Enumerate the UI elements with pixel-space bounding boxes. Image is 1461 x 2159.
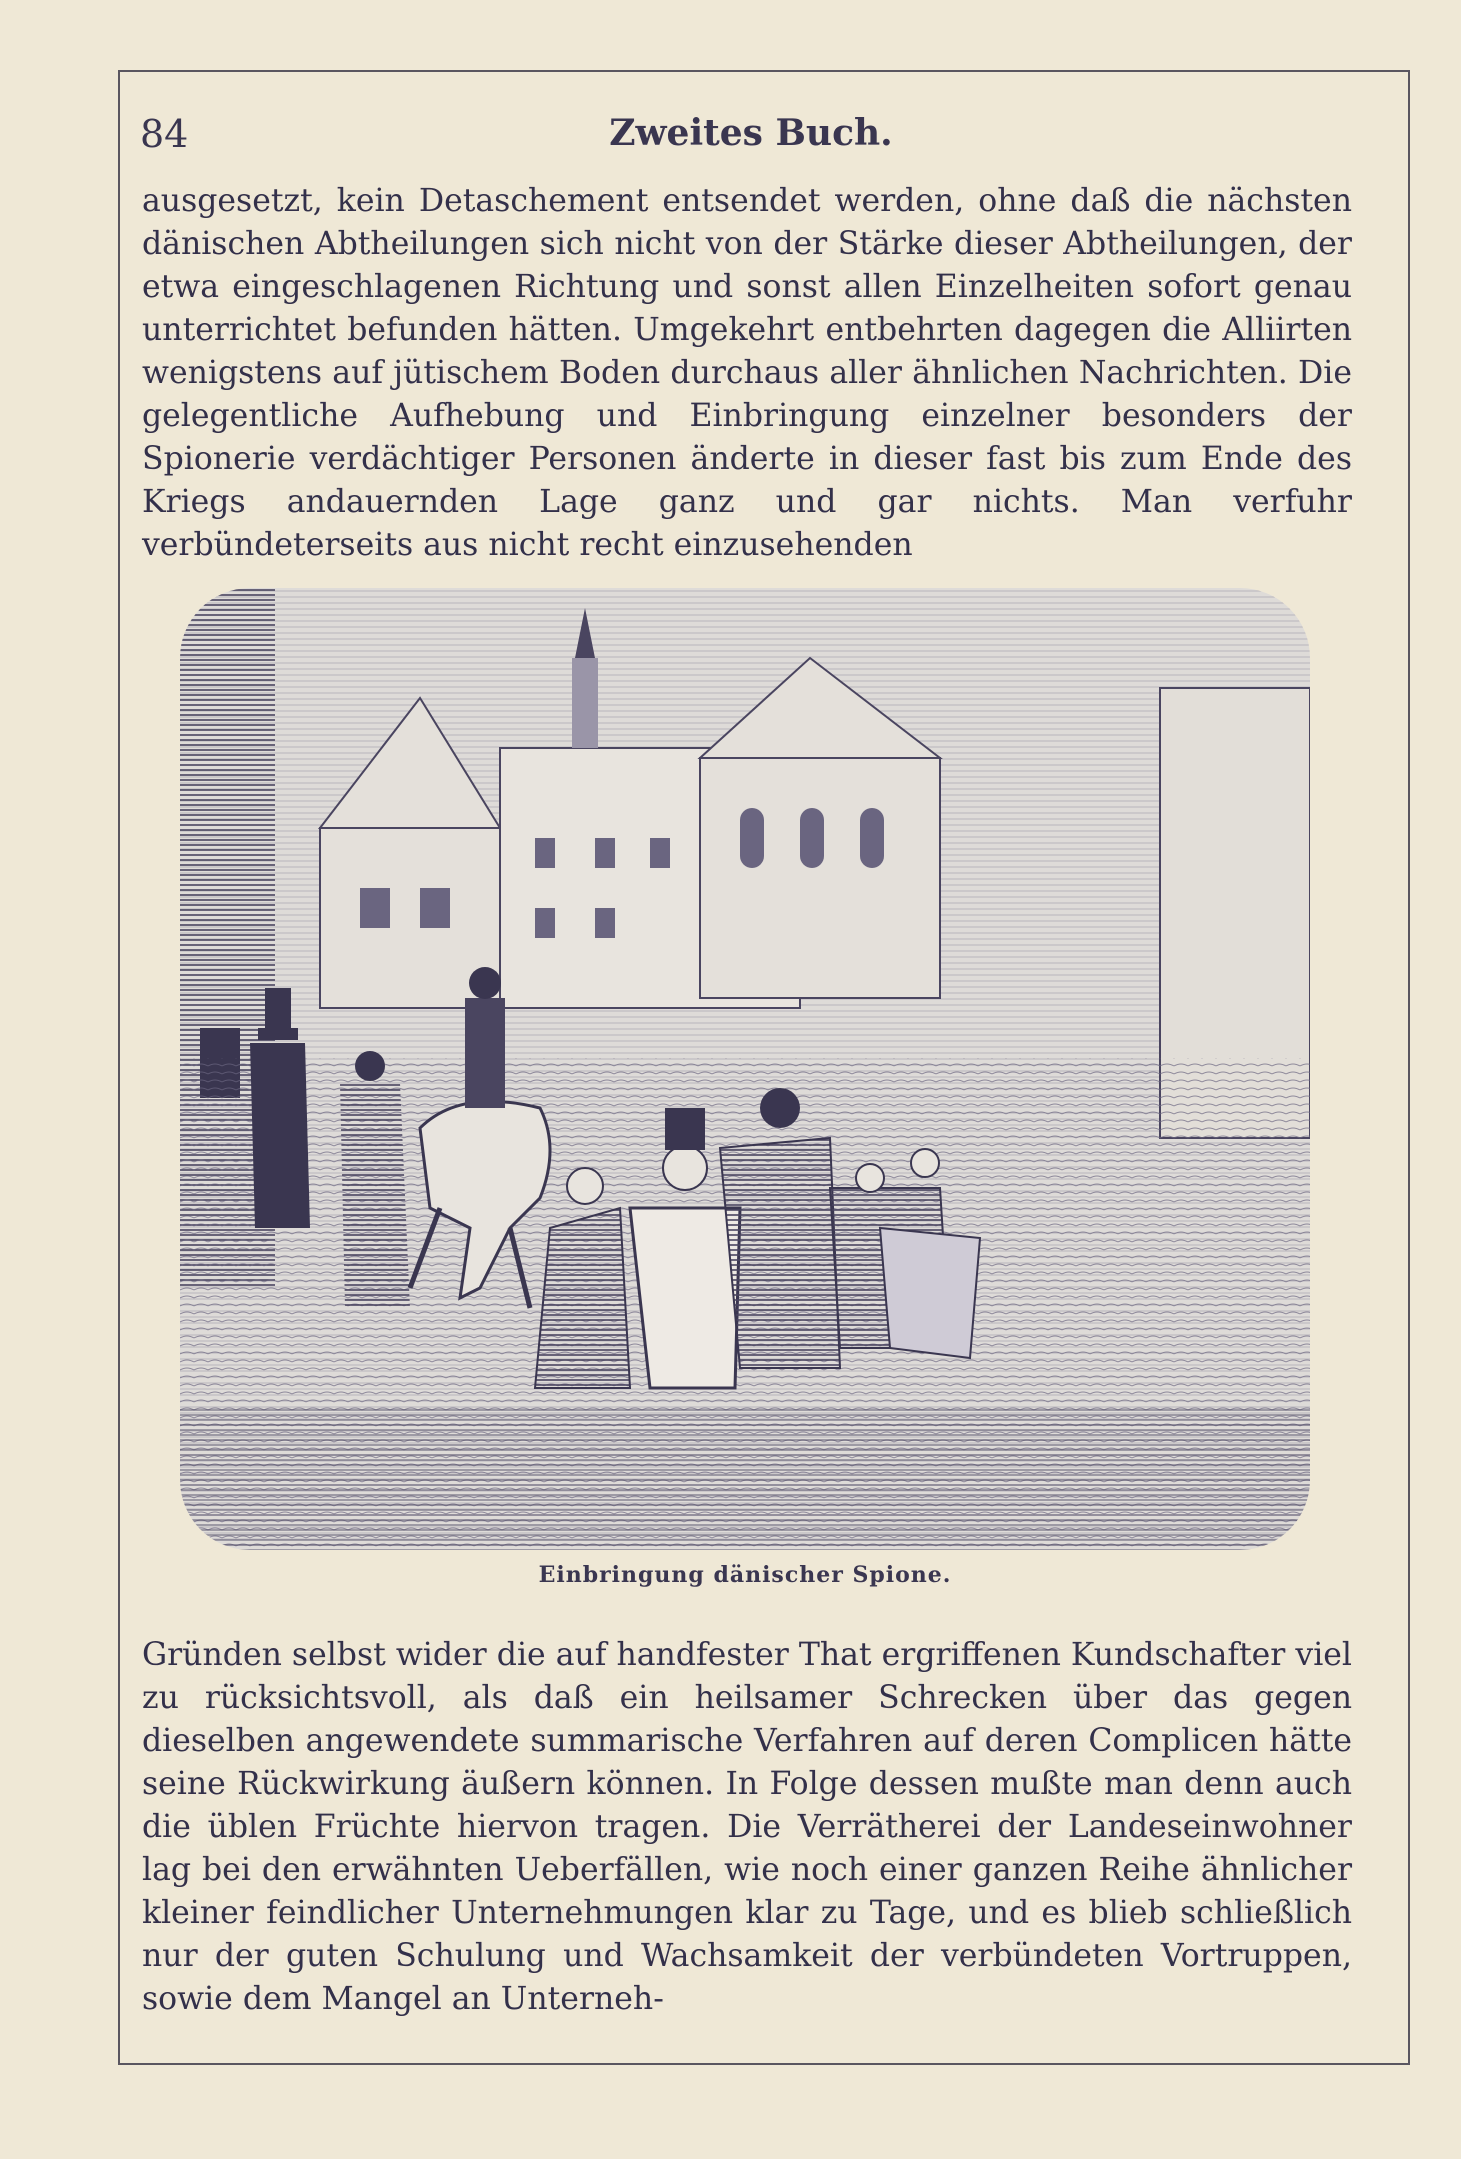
paragraph-bottom: Gründen selbst wider die auf handfester That ergriffenen Kundschafter viel zu rücksichtsvoll, als daß ein heilsamer Schrecken über das gegen dieselben angewendete summarische Verfahren auf deren Complicen hätte seine Rückwirkung äußern können. In Folge dessen mußte man denn auch die üblen Früchte hiervon tragen. Die Verrätherei der Landeseinwohner lag bei den erwähnten Ueberfällen, wie noch einer ganzen Reihe ähnlicher kleiner feindlicher Unternehmungen klar zu Tage, und es blieb schließlich nur der guten Schulung und Wachsamkeit der verbündeten Vortruppen, sowie dem Mangel an Unterneh-: [142, 1637, 1352, 2017]
page-number: 84: [140, 112, 189, 156]
paragraph-top: ausgesetzt, kein Detaschement entsendet werden, ohne daß die nächsten dänischen Abtheilungen sich nicht von der Stärke dieser Abtheilungen, der etwa eingeschlagenen Richtung und sonst allen Einzelheiten sofort genau unterrichtet befunden hätten. Umgekehrt entbehrten dagegen die Alliirten wenigstens auf jütischem Boden durchaus aller ähnlichen Nachrichten. Die gelegentliche Aufhebung und Einbringung einzelner besonders der Spionerie verdächtiger Personen änderte in dieser fast bis zum Ende des Kriegs andauernden Lage ganz und gar nichts. Man verfuhr verbündeterseits aus nicht recht einzusehenden: [142, 183, 1352, 563]
gothic-hall: [700, 758, 940, 998]
running-head: Zweites Buch.: [609, 112, 893, 154]
body-text-top: [142, 180, 1352, 567]
engraving-scene: [180, 588, 1310, 1550]
figure-caption: Einbringung dänischer Spione.: [538, 1562, 952, 1588]
body-text-bottom: [142, 1634, 1352, 2021]
page-header: [140, 112, 1362, 162]
engraving-illustration: [180, 588, 1310, 1550]
